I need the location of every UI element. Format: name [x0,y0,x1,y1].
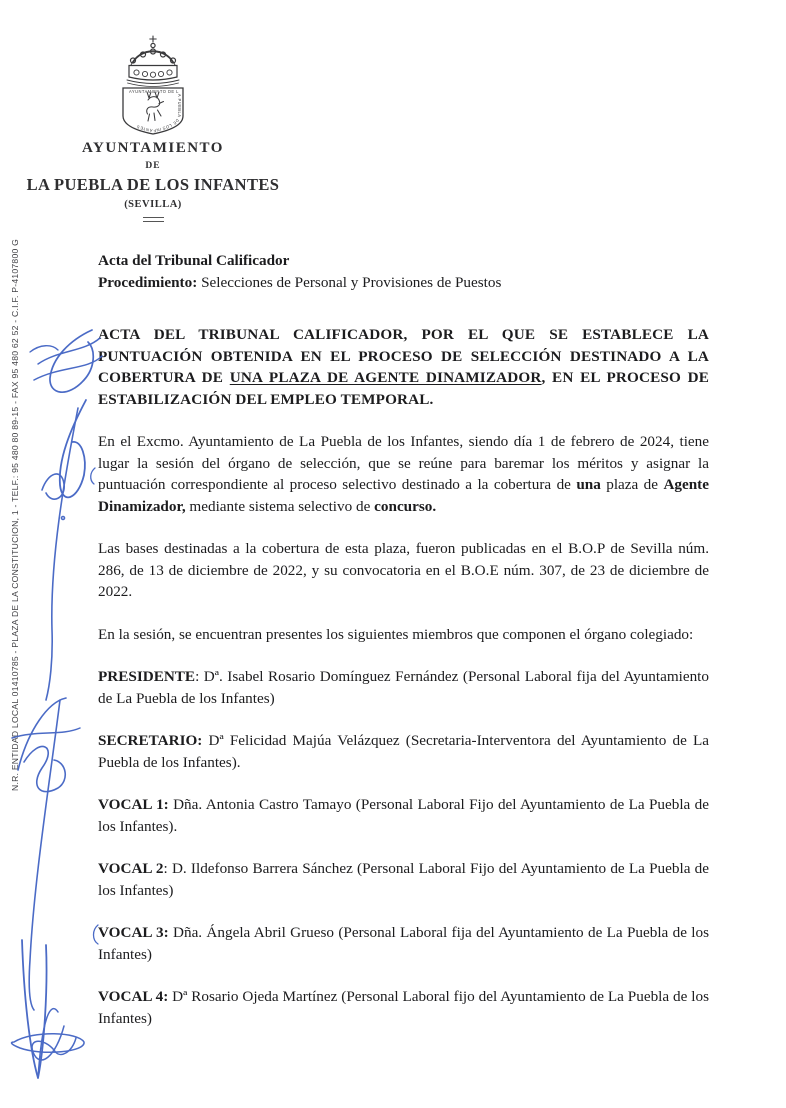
procedimiento-line-segment: Procedimiento: [98,273,198,291]
session-paragraph-segment: mediante sistema selectivo de [185,497,375,515]
org-city-line: LA PUEBLA DE LOS INFANTES [26,175,280,194]
member-vocal-1-segment: Dña. Antonia Castro Tamayo (Personal Laboral Fijo del Ayuntamiento de La Puebla de los Infantes). [98,796,709,835]
org-province-line: (SEVILLA) [124,199,182,210]
member-vocal-3 [98,922,709,965]
member-secretario-segment: SECRETARIO: [98,732,203,749]
members-intro-paragraph-segment: En la sesión, se encuentran presentes los siguientes miembros que componen el órgano colegiado: [98,625,694,643]
session-paragraph-segment: Agente Dinamizador, [98,476,709,515]
member-presidente [98,666,709,709]
procedimiento-line [98,272,709,294]
members-intro-paragraph [98,624,709,646]
member-vocal-3-segment: Dña. Ángela Abril Grueso (Personal Laboral fija del Ayuntamiento de La Puebla de los Infantes) [98,924,709,963]
deer-charge-icon [147,92,164,121]
acta-heading-segment: Acta del Tribunal Calificador [98,252,290,269]
org-de-line: DE [145,161,161,171]
member-vocal-3-segment: VOCAL 3: [98,924,169,941]
acta-heading [98,250,709,272]
session-paragraph-segment: concurso. [374,497,437,515]
document-body [98,250,709,1029]
procedimiento-line-segment: Selecciones de Personal y Provisiones de Puestos [197,273,502,291]
bases-paragraph [98,538,709,603]
member-vocal-4-segment: Dª Rosario Ojeda Martínez (Personal Laboral fijo del Ayuntamiento de La Puebla de los Infantes) [98,988,709,1027]
title-paragraph-segment: , EN EL PROCESO DE ESTABILIZACIÓN DEL EMPLEO TEMPORAL. [98,369,710,408]
member-vocal-2-segment: VOCAL 2 [98,860,164,877]
member-vocal-4 [98,986,709,1029]
title-paragraph [98,324,709,410]
coat-of-arms-icon [107,34,199,136]
sidebar-registration-text: N.R. ENTIDAD LOCAL 01410785 - PLAZA DE LA CONSTITUCION, 1 - TELF.: 95 480 80 89-15 - FAX 95 480 62 52 - C.I.F. P-4107800 G [10,238,20,791]
session-paragraph-segment: plaza de [600,476,664,493]
title-paragraph-segment: ACTA DEL TRIBUNAL CALIFICADOR, POR EL QUE SE ESTABLECE LA PUNTUACIÓN OBTENIDA EN EL PROCESO DE SELECCIÓN DESTINADO A LA COBERTURA DE [98,326,709,386]
member-vocal-1-segment: VOCAL 1: [98,796,169,813]
member-vocal-2 [98,858,709,901]
bases-paragraph-segment: Las bases destinadas a la cobertura de esta plaza, fueron publicadas en el B.O.P de Sevilla núm. 286, de 13 de diciembre de 2022, y su convocatoria en el B.O.E núm. 307, de 23 de diciembre de 2022. [98,540,709,600]
title-paragraph-segment: UNA PLAZA DE AGENTE DINAMIZADOR [229,369,542,386]
coat-of-arms-ring-text: AYUNTAMIENTO DE LA PUEBLA DE LOS INFANTES [129,89,183,134]
session-paragraph-segment: En el Excmo. Ayuntamiento de La Puebla de los Infantes, siendo día 1 de febrero de 2024, tiene lugar la sesión del órgano de selección, que se reúne para baremar los méritos y asignar la puntuación correspondiente al proceso selectivo destinado a la cobertura de [98,433,709,493]
member-presidente-segment: PRESIDENTE [98,668,196,685]
member-secretario-segment: Dª Felicidad Majúa Velázquez (Secretaria-Interventora del Ayuntamiento de La Puebla de los Infantes). [98,732,709,771]
document-header [0,34,306,222]
org-name-line: AYUNTAMIENTO [82,140,224,156]
session-paragraph-segment: una [576,476,601,493]
member-presidente-segment: : Dª. Isabel Rosario Domínguez Fernández (Personal Laboral fija del Ayuntamiento de La Puebla de los Infantes) [98,668,709,707]
member-vocal-4-segment: VOCAL 4: [98,988,169,1005]
member-vocal-2-segment: : D. Ildefonso Barrera Sánchez (Personal Laboral Fijo del Ayuntamiento de La Puebla de los Infantes) [98,860,709,899]
header-divider [143,217,164,222]
member-vocal-1 [98,794,709,837]
session-paragraph [98,431,709,517]
member-secretario [98,730,709,773]
